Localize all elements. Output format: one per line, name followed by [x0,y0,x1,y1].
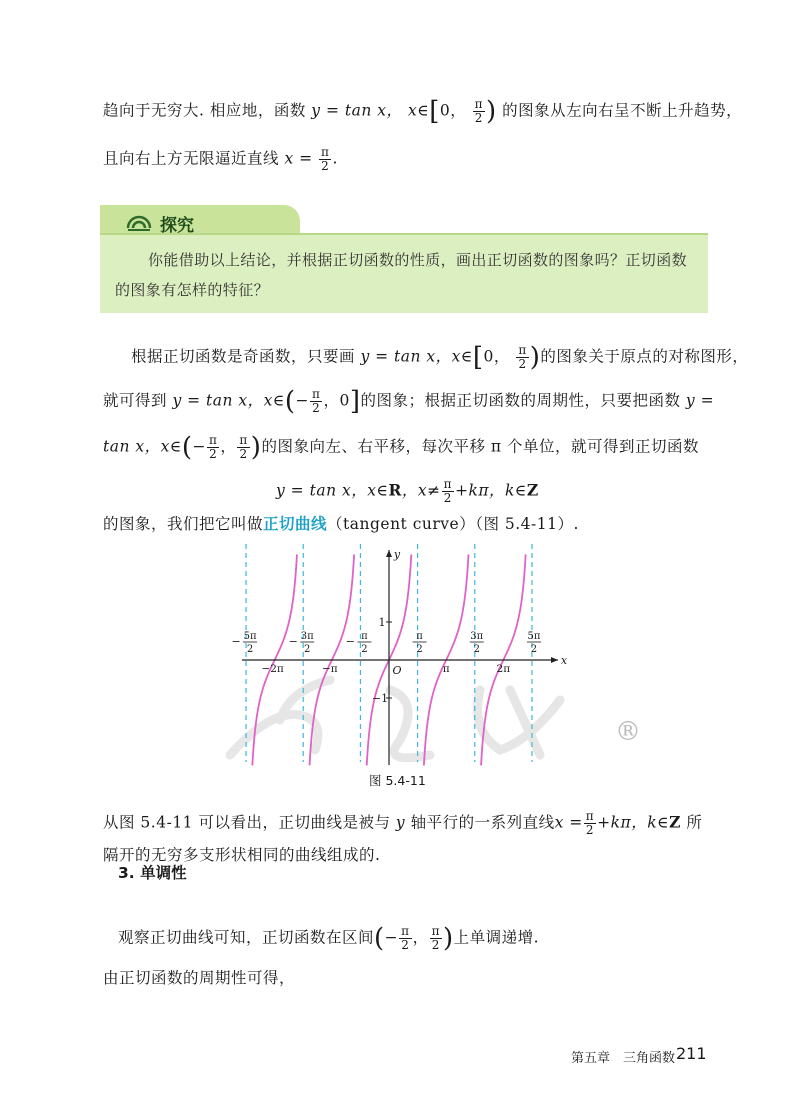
y-axis-arrow [386,550,392,557]
text-segment: （tangent curve）（图 5.4-11）. [327,515,579,533]
x-axis-label: x [560,654,568,667]
text-segment: 的图象关于原点的对称图形， [540,347,749,366]
minus-sign: − [295,391,310,410]
text-line-1 [103,98,742,125]
math-zero: 0， [439,101,467,120]
set-Z: Z [526,480,539,500]
text-segment: 的图象；根据正切函数的周期性，只要把函数 [360,391,681,410]
tan-formula [276,478,539,505]
bracket-open: [ [472,342,484,373]
paren-close: ) [486,96,497,127]
fraction-pi-over-2: $\frac{\pi}{2}$ [443,477,452,505]
paren-open: ( [284,386,296,417]
asymptote-label-sign: − [288,635,298,648]
y-tick-label: 1 [378,616,386,629]
explore-text-line-1: 你能借助以上结论，并根据正切函数的性质，画出正切函数的图象吗？正切函数 [148,251,688,269]
fraction-pi-over-2: $\frac{\pi}{2}$ [312,387,321,415]
text-segment: 就可得到 [103,391,168,410]
paren-open: ( [374,923,385,954]
paren-close: ) [529,342,541,373]
asymptote-label-sign: − [345,635,356,648]
x-tick-label: −2π [261,663,284,675]
set-Z: Z [669,812,681,832]
fraction-pi-over-2: $\frac{\pi}{2}$ [321,145,330,173]
asymptote-label-num: 5π [527,631,541,642]
comma: ， [412,928,429,947]
fraction-pi-over-2: $\frac{\pi}{2}$ [401,924,410,952]
asymptote-label-num: π [416,631,423,642]
math-segment: tan x，x∈ [103,437,182,456]
math-eq: x = [284,149,313,168]
math-segment: y = tan x，x∈ [360,347,473,366]
fraction-pi-over-2: $\frac{\pi}{2}$ [585,809,595,837]
x-axis-arrow [551,657,558,663]
asymptote-label-den: 2 [304,644,311,655]
text-segment: 轴平行的一系列直线 [410,813,555,832]
asymptote-label-den: 2 [530,644,538,655]
asymptote-label-den: 2 [416,644,423,655]
math-domain: x∈ [407,101,430,120]
math-func: y = tan x， [311,101,403,120]
x-tick-label: π [442,663,450,675]
fraction-pi-over-2: $\frac{\pi}{2}$ [431,924,440,952]
para1-line-2 [103,388,714,415]
fraction-pi-over-2: $\frac{\pi}{2}$ [474,97,484,125]
asymptote-label-den: 2 [473,644,480,655]
minus-sign: − [192,437,206,456]
watermark-registered-mark: ® [615,717,641,747]
asymptote-label-num: π [361,631,368,642]
explore-text-line-2: 的图象有怎样的特征？ [115,281,270,299]
paren-close: ) [442,923,454,954]
math-segment: y = [685,391,715,410]
para1-line-1 [131,344,748,371]
figure-caption: 图 5.4-11 [369,773,426,788]
para1-line-5 [103,512,579,534]
origin-label: O [392,664,402,677]
asymptote-label-num: 3π [470,631,484,642]
text-segment: 上单调递增. [453,928,540,947]
text-segment: 的图象向左、右平移，每次平移 π 个单位，就可得到正切函数 [261,437,699,456]
page-number: 211 [676,1044,707,1063]
watermark [230,680,560,758]
math-segment: x = [554,813,583,832]
x-tick-label: −π [321,663,338,675]
explore-icon [126,212,152,232]
math-y: y [395,813,406,832]
text-segment: 观察正切曲线可知，正切函数在区间 [118,928,375,947]
text-line-2 [103,146,338,173]
section3-line-2: 由正切函数的周期性可得， [103,969,296,987]
text-segment: 从图 5.4-11 可以看出，正切曲线是被与 [103,813,391,832]
fraction-pi-over-2: $\frac{\pi}{2}$ [209,433,218,461]
asymptote-label-num: 5π [243,631,257,642]
text-segment: 趋向于无穷大. 相应地，函数 [103,101,306,120]
para1-line-3 [103,434,699,461]
bracket-close: ] [349,386,361,417]
asymptote-label-den: 2 [361,644,368,655]
term-tangent-curve: 正切曲线 [263,514,328,533]
asymptote-label-sign: − [231,635,241,648]
section-heading: 3. 单调性 [118,864,187,882]
comma: ， [220,437,237,456]
bracket-open: [ [429,96,440,127]
text-segment: 且向右上方无限逼近直线 [103,149,280,168]
explore-box [100,233,708,313]
text-segment: 的图象从左向右呈不断上升趋势， [502,101,743,120]
fraction-pi-over-2: $\frac{\pi}{2}$ [239,433,248,461]
explore-title: 探究 [160,216,194,236]
math-segment: ，x≠ [401,481,441,500]
asymptote-label-den: 2 [246,644,254,655]
set-R: R [388,480,402,500]
math-segment: +kπ，k∈ [597,813,670,832]
y-axis-label: y [393,548,401,561]
math-segment: y = tan x，x∈ [172,391,285,410]
math-segment: y = tan x，x∈ [276,481,389,500]
section3-line-1 [118,925,539,952]
fraction-pi-over-2: $\frac{\pi}{2}$ [518,343,527,371]
asymptote-label-num: 3π [300,631,314,642]
minus-sign: − [384,928,399,947]
footer-chapter: 第五章 三角函数 [571,1051,676,1066]
y-tick-label: −1 [371,692,389,705]
period: . [332,149,338,168]
paren-close: ) [250,432,262,463]
para2-line-2: 隔开的无穷多支形状相同的曲线组成的. [103,846,381,864]
text-segment: 根据正切函数是奇函数，只要画 [131,347,356,366]
para2-line-1 [103,810,702,837]
tangent-curve-figure [230,540,641,770]
paren-open: ( [181,432,193,463]
x-tick-label: 2π [496,663,511,675]
math-segment: +kπ，k∈ [454,481,527,500]
text-segment: 的图象，我们把它叫做 [103,515,264,533]
text-segment: 所 [686,813,703,832]
math-zero: 0， [483,347,510,366]
math-zero: ，0 [323,391,350,410]
